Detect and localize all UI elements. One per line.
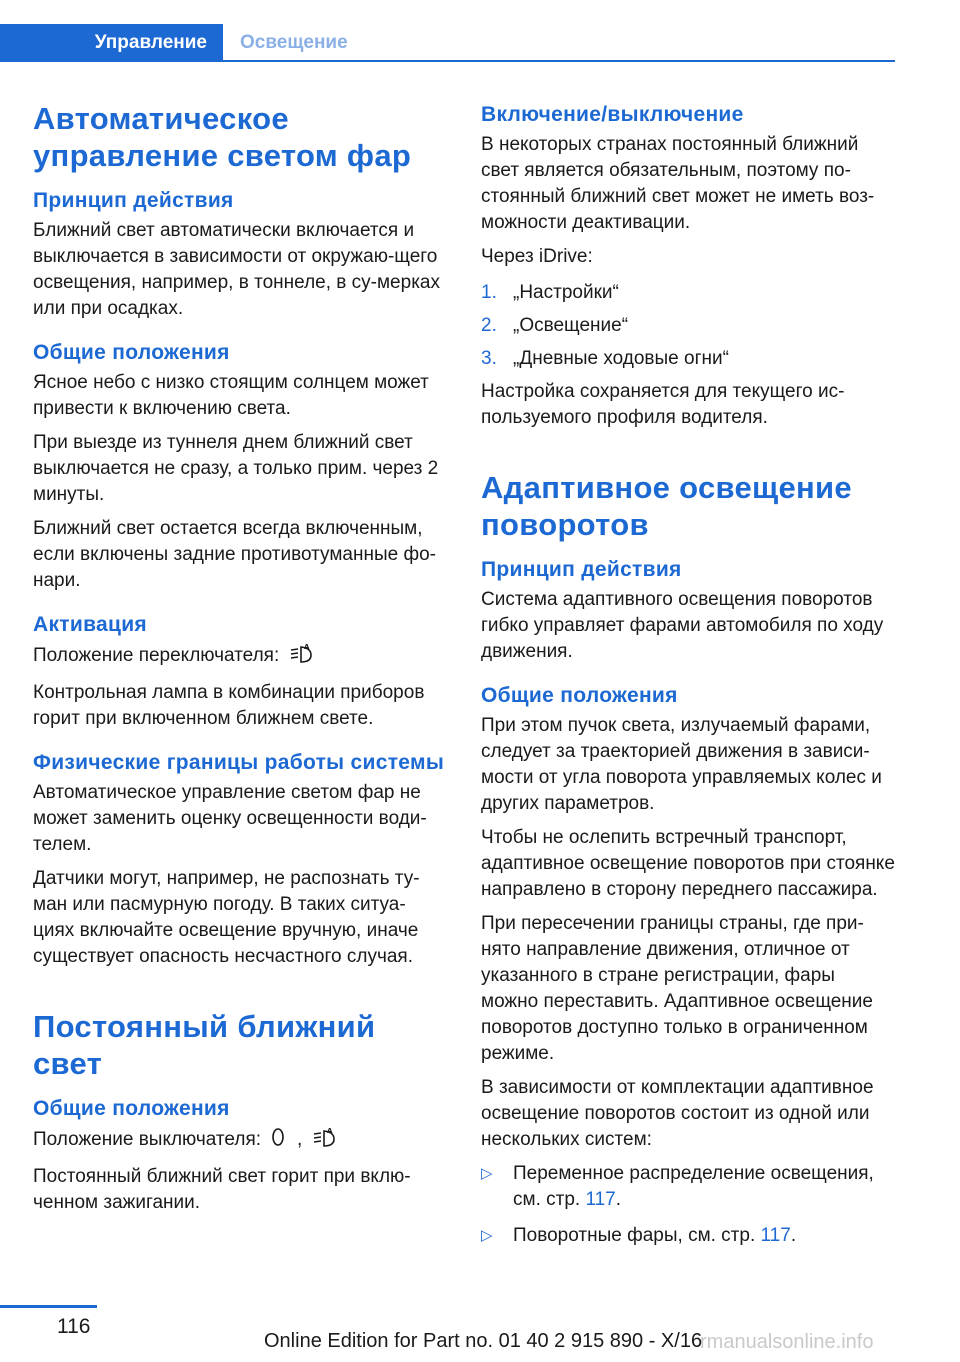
- header-tab-inactive: Освещение: [240, 32, 348, 53]
- step-number: 2.: [481, 315, 497, 336]
- list-item: [481, 1223, 896, 1249]
- heading-on-off: Включение/выключение: [481, 103, 744, 126]
- bullet-end: .: [790, 1225, 797, 1246]
- watermark: rmanualsonline.info: [700, 1331, 874, 1353]
- heading-principle: Принцип действия: [33, 189, 234, 212]
- paragraph: Датчики могут, например, не распознать ту-ман или пасмурную погоду. В таких ситуа-циях включайте освещение вручную, иначе существует опасность несчастного случая.: [33, 868, 420, 967]
- footer-rule: [0, 1305, 97, 1308]
- paragraph: Автоматическое управление светом фар не может заменить оценку освещенности води-телем.: [33, 782, 427, 855]
- bullet-text: Переменное распределение освещения, см. стр.: [513, 1163, 874, 1210]
- heading-general-3: Общие положения: [481, 684, 678, 707]
- edition-text: Online Edition for Part no. 01 40 2 915 890 - X/16: [264, 1330, 703, 1352]
- triangle-bullet-icon: ▷: [481, 1227, 493, 1244]
- switch-position-label: Положение переключателя:: [33, 645, 280, 666]
- paragraph: Настройка сохраняется для текущего ис-пользуемого профиля водителя.: [481, 381, 845, 428]
- paragraph: Постоянный ближний свет горит при вклю-ченном зажигании.: [33, 1166, 411, 1213]
- heading-principle-2: Принцип действия: [481, 558, 682, 581]
- heading-activation: Активация: [33, 613, 147, 636]
- heading-general-2: Общие положения: [33, 1097, 230, 1120]
- paragraph: В некоторых странах постоянный ближний свет является обязательным, поэтому по-стоянный ближний свет может не иметь воз-можности деактивации.: [481, 134, 875, 233]
- bullet-text: Поворотные фары, см. стр.: [513, 1225, 756, 1246]
- list-item: [481, 313, 896, 339]
- list-item: [481, 280, 896, 306]
- svg-text:A: A: [327, 1127, 333, 1135]
- triangle-bullet-icon: ▷: [481, 1165, 493, 1182]
- list-item: [481, 1161, 896, 1213]
- bullet-end: .: [615, 1189, 622, 1210]
- switch-position-label: Положение выключателя:: [33, 1129, 262, 1150]
- paragraph: Контрольная лампа в комбинации приборов горит при включенном ближнем свете.: [33, 682, 425, 729]
- paragraph: Ближний свет автоматически включается и выключается в зависимости от окружаю-щего освещения, например, в тоннеле, в су-мерках или при осадках.: [33, 220, 440, 319]
- paragraph-switch-positions: [33, 1126, 445, 1156]
- paragraph: Система адаптивного освещения поворотов гибко управляет фарами автомобиля по ходу движения.: [481, 589, 884, 662]
- header-rule: [223, 60, 895, 62]
- step-text: „Настройки“: [513, 282, 619, 303]
- systems-list: [481, 1161, 896, 1249]
- paragraph: Ближний свет остается всегда включенным, если включены задние противотуманные фо-нари.: [33, 518, 436, 591]
- step-number: 3.: [481, 348, 497, 369]
- light-off-position-icon: [271, 1126, 285, 1156]
- paragraph: При пересечении границы страны, где при-нято направление движения, отличное от указанного в стране регистрации, фары можно переставить. Адаптивное освещение поворотов доступно только в ограниченном режиме.: [481, 913, 873, 1064]
- page-link[interactable]: 117: [585, 1189, 616, 1210]
- right-column: [481, 102, 896, 1259]
- left-column: [33, 100, 445, 1224]
- page-number: 116: [57, 1315, 91, 1338]
- separator-comma: ,: [297, 1129, 303, 1150]
- page-link[interactable]: 117: [760, 1225, 791, 1246]
- paragraph: При этом пучок света, излучаемый фарами, следует за траекторией движения в зависи-мости от угла поворота управляемых колес и других параметров.: [481, 715, 882, 814]
- paragraph: При выезде из туннеля днем ближний свет выключается не сразу, а только прим. через 2 минуты.: [33, 432, 439, 505]
- section-title-auto-headlights: Автоматическое управление светом фар: [33, 101, 412, 173]
- page-header: [0, 24, 895, 62]
- step-number: 1.: [481, 282, 497, 303]
- svg-text:A: A: [304, 643, 310, 651]
- list-item: [481, 346, 896, 372]
- auto-headlight-icon: [289, 642, 315, 672]
- heading-general: Общие положения: [33, 341, 230, 364]
- paragraph: Чтобы не ослепить встречный транспорт, адаптивное освещение поворотов при стоянке направлено в сторону переднего пассажира.: [481, 827, 895, 900]
- paragraph-switch-position: [33, 642, 445, 672]
- auto-headlight-icon: [312, 1126, 338, 1156]
- step-text: „Дневные ходовые огни“: [513, 348, 729, 369]
- paragraph: В зависимости от комплектации адаптивное освещение поворотов состоит из одной или нескольких систем:: [481, 1077, 874, 1150]
- section-title-adaptive-lighting: Адаптивное освещение поворотов: [481, 470, 852, 542]
- idrive-steps-list: [481, 280, 896, 372]
- paragraph: Ясное небо с низко стоящим солнцем может привести к включению света.: [33, 372, 429, 419]
- paragraph: Через iDrive:: [481, 246, 593, 267]
- heading-limits: Физические границы работы системы: [33, 751, 445, 774]
- step-text: „Освещение“: [513, 315, 629, 336]
- section-title-permanent-low-beam: Постоянный ближний свет: [33, 1009, 376, 1081]
- header-tab-active: Управление: [0, 24, 223, 62]
